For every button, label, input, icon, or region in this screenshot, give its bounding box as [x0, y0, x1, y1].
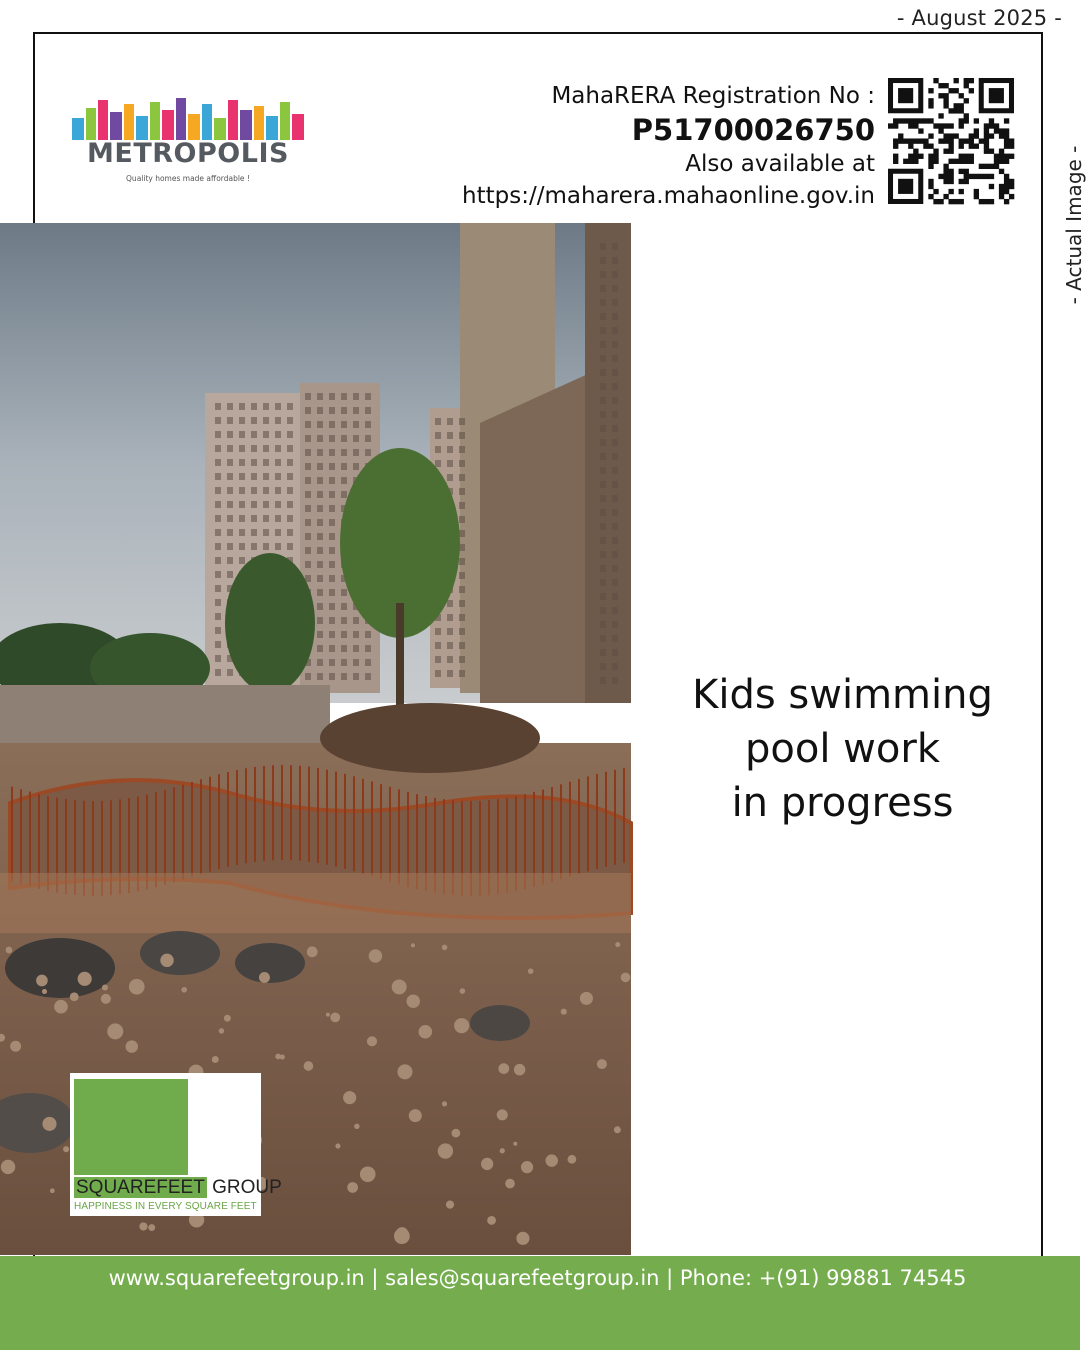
squarefeet-logo [70, 1073, 282, 1216]
rera-label: MahaRERA Registration No : [551, 83, 875, 109]
qr-code-icon[interactable] [888, 78, 1014, 204]
squarefeet-logo-square [74, 1079, 188, 1175]
photo-caption [650, 668, 1035, 830]
skyline-icon [70, 96, 306, 140]
footer-contact[interactable]: www.squarefeetgroup.in | sales@squarefeetgroup.in | Phone: +(91) 99881 74545 [108, 1266, 967, 1290]
date-label: - August 2025 - [893, 6, 1066, 30]
actual-image-label: - Actual Image - [1062, 130, 1086, 320]
caption-line-3: in progress [731, 780, 954, 826]
company-tagline: HAPPINESS IN EVERY SQUARE FEET [74, 1201, 257, 1212]
project-tagline: Quality homes made affordable ! [126, 174, 250, 183]
frame-right-border [1041, 32, 1043, 1257]
rera-info [462, 80, 875, 212]
metropolis-logo [70, 96, 306, 188]
footer-bar [0, 1256, 1080, 1350]
caption-line-2: pool work [745, 726, 940, 772]
caption-line-1: Kids swimming [692, 672, 993, 718]
project-name: METROPOLIS [87, 138, 289, 169]
frame-top-border [33, 32, 1043, 34]
rera-number: P51700026750 [631, 113, 875, 147]
rera-also-available: Also available at [685, 151, 875, 177]
rera-url[interactable]: https://maharera.mahaonline.gov.in [462, 183, 875, 209]
company-name: SQUAREFEET GROUP [76, 1177, 282, 1198]
